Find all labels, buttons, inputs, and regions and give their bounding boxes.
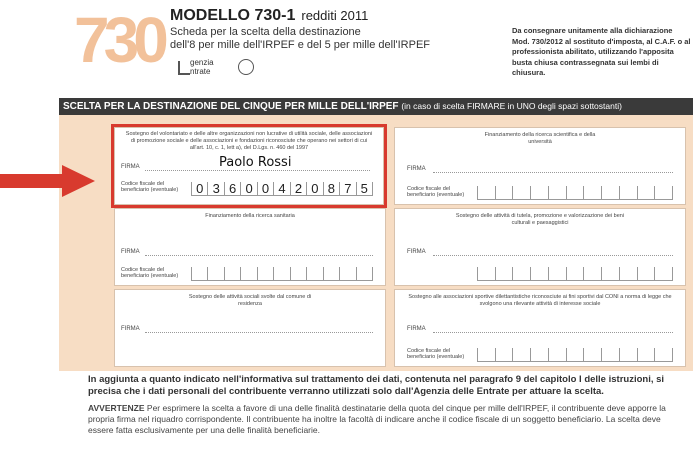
cf-digit: 0 [306, 182, 322, 195]
agenzia-entrate-logo [178, 58, 258, 78]
cf-digit: 0 [191, 182, 207, 195]
firma-label: FIRMA [121, 164, 140, 170]
codice-fiscale-label: Codice fiscale del beneficiario (eventuale) [407, 348, 465, 360]
choice-box-ricerca-scientifica[interactable] [394, 127, 686, 205]
firma-label: FIRMA [121, 326, 140, 332]
cf-digit: 2 [290, 182, 306, 195]
cf-digit: 7 [339, 182, 355, 195]
firma-label: FIRMA [407, 326, 426, 332]
cf-digit: 0 [240, 182, 256, 195]
warning-title: AVVERTENZE [88, 403, 145, 413]
agency-symbol-icon [178, 61, 190, 75]
cf-digit: 5 [356, 182, 373, 195]
republic-seal-icon [238, 59, 254, 75]
firma-label: FIRMA [407, 166, 426, 172]
box-heading: Finanziamento della ricerca sanitaria [205, 213, 295, 219]
cf-digit: 8 [323, 182, 339, 195]
form-year: redditi 2011 [301, 8, 369, 23]
codice-fiscale-input[interactable] [477, 348, 673, 362]
logo-text: 730 [74, 4, 163, 76]
box-heading: Sostegno delle attività di tutela, promozione e valorizzazione dei beni culturali e paesaggistici [455, 213, 625, 226]
delivery-note: Da consegnare unitamente alla dichiarazione Mod. 730/2012 al sostituto d'imposta, al C.A.F. o al professionista abilitato, utilizzando l'apposita busta chiusa contrassegnata sui lembi di chiusura. [512, 26, 691, 77]
agency-line-2: ntrate [190, 67, 211, 76]
codice-fiscale-label: Codice fiscale del beneficiario (eventuale) [407, 186, 465, 198]
codice-fiscale-input[interactable] [191, 267, 373, 281]
firma-line [145, 255, 373, 256]
choice-box-beni-culturali[interactable] [394, 208, 686, 286]
choice-box-ricerca-sanitaria[interactable] [114, 208, 386, 286]
firma-label: FIRMA [121, 249, 140, 255]
firma-line [433, 255, 673, 256]
firma-line [433, 172, 673, 173]
box-heading: Sostegno delle attività sociali svolte dal comune di residenza [188, 294, 312, 307]
warning-text: Per esprimere la scelta a favore di una delle finalità destinatarie della quota del cinque per mille dell'IRPEF, il contribuente deve apporre la propria firma nel riquadro corrispondente. Il contribuente ha inoltre la facoltà di indicare anche il codice fiscale di un soggetto beneficiario. La scelta deve essere fatta esclusivamente per una delle finalità beneficiarie. [88, 403, 666, 435]
choice-box-associazioni-sportive[interactable] [394, 289, 686, 367]
privacy-paragraph: In aggiunta a quanto indicato nell'informativa sul trattamento dei dati, contenuta nel paragrafo 9 del capitolo I delle istruzioni, si precisa che i dati personali del contribuente verranno utilizzati solo dall'Agenzia delle Entrate per attuare la scelta. [88, 374, 665, 397]
form-title-text: MODELLO 730-1 [170, 7, 296, 24]
box-heading: Sostegno alle associazioni sportive dilettantistiche riconosciute ai fini sportivi dal CONI a norma di legge che svolgono una rilevante attività di interesse sociale [408, 294, 672, 307]
codice-fiscale-input[interactable] [477, 267, 673, 281]
cf-digit: 6 [224, 182, 240, 195]
firma-line [145, 332, 373, 333]
cf-digit: 3 [207, 182, 223, 195]
form-title [170, 7, 368, 25]
box-heading: Sostegno del volontariato e delle altre organizzazioni non lucrative di utilità sociale, delle associazioni di promozione sociale e delle associazioni e fondazioni riconosciute che operano nei settori di cui all'art. 10, c. 1, lett a), del D.Lgs. n. 460 del 1997 [125, 131, 373, 151]
form-subtitle [170, 26, 470, 52]
section-header [59, 98, 693, 115]
section-note: (in caso di scelta FIRMARE in UNO degli spazi sottostanti) [401, 101, 622, 111]
cf-digit: 0 [257, 182, 273, 195]
agency-line-1: genzia [190, 58, 214, 67]
firma-label: FIRMA [407, 249, 426, 255]
pointer-arrow-icon [0, 165, 95, 197]
highlight-frame [111, 124, 387, 208]
codice-fiscale-label: Codice fiscale del beneficiario (eventuale) [121, 267, 179, 279]
warning-paragraph [88, 403, 688, 436]
signature-text[interactable]: Paolo Rossi [219, 155, 292, 170]
modello-730-logo [74, 2, 164, 80]
codice-fiscale-label: Codice fiscale del beneficiario (eventuale) [121, 181, 179, 193]
codice-fiscale-input[interactable] [477, 186, 673, 200]
box-heading: Finanziamento della ricerca scientifica e della università [484, 132, 596, 145]
cf-digit: 4 [273, 182, 289, 195]
firma-line [433, 332, 673, 333]
choice-box-attivita-sociali-comune[interactable] [114, 289, 386, 367]
agency-label [190, 58, 214, 76]
section-title: SCELTA PER LA DESTINAZIONE DEL CINQUE PER MILLE DELL'IRPEF [63, 101, 399, 112]
subtitle-line-1: Scheda per la scelta della destinazione [170, 26, 361, 38]
subtitle-line-2: dell'8 per mille dell'IRPEF e del 5 per mille dell'IRPEF [170, 39, 431, 51]
